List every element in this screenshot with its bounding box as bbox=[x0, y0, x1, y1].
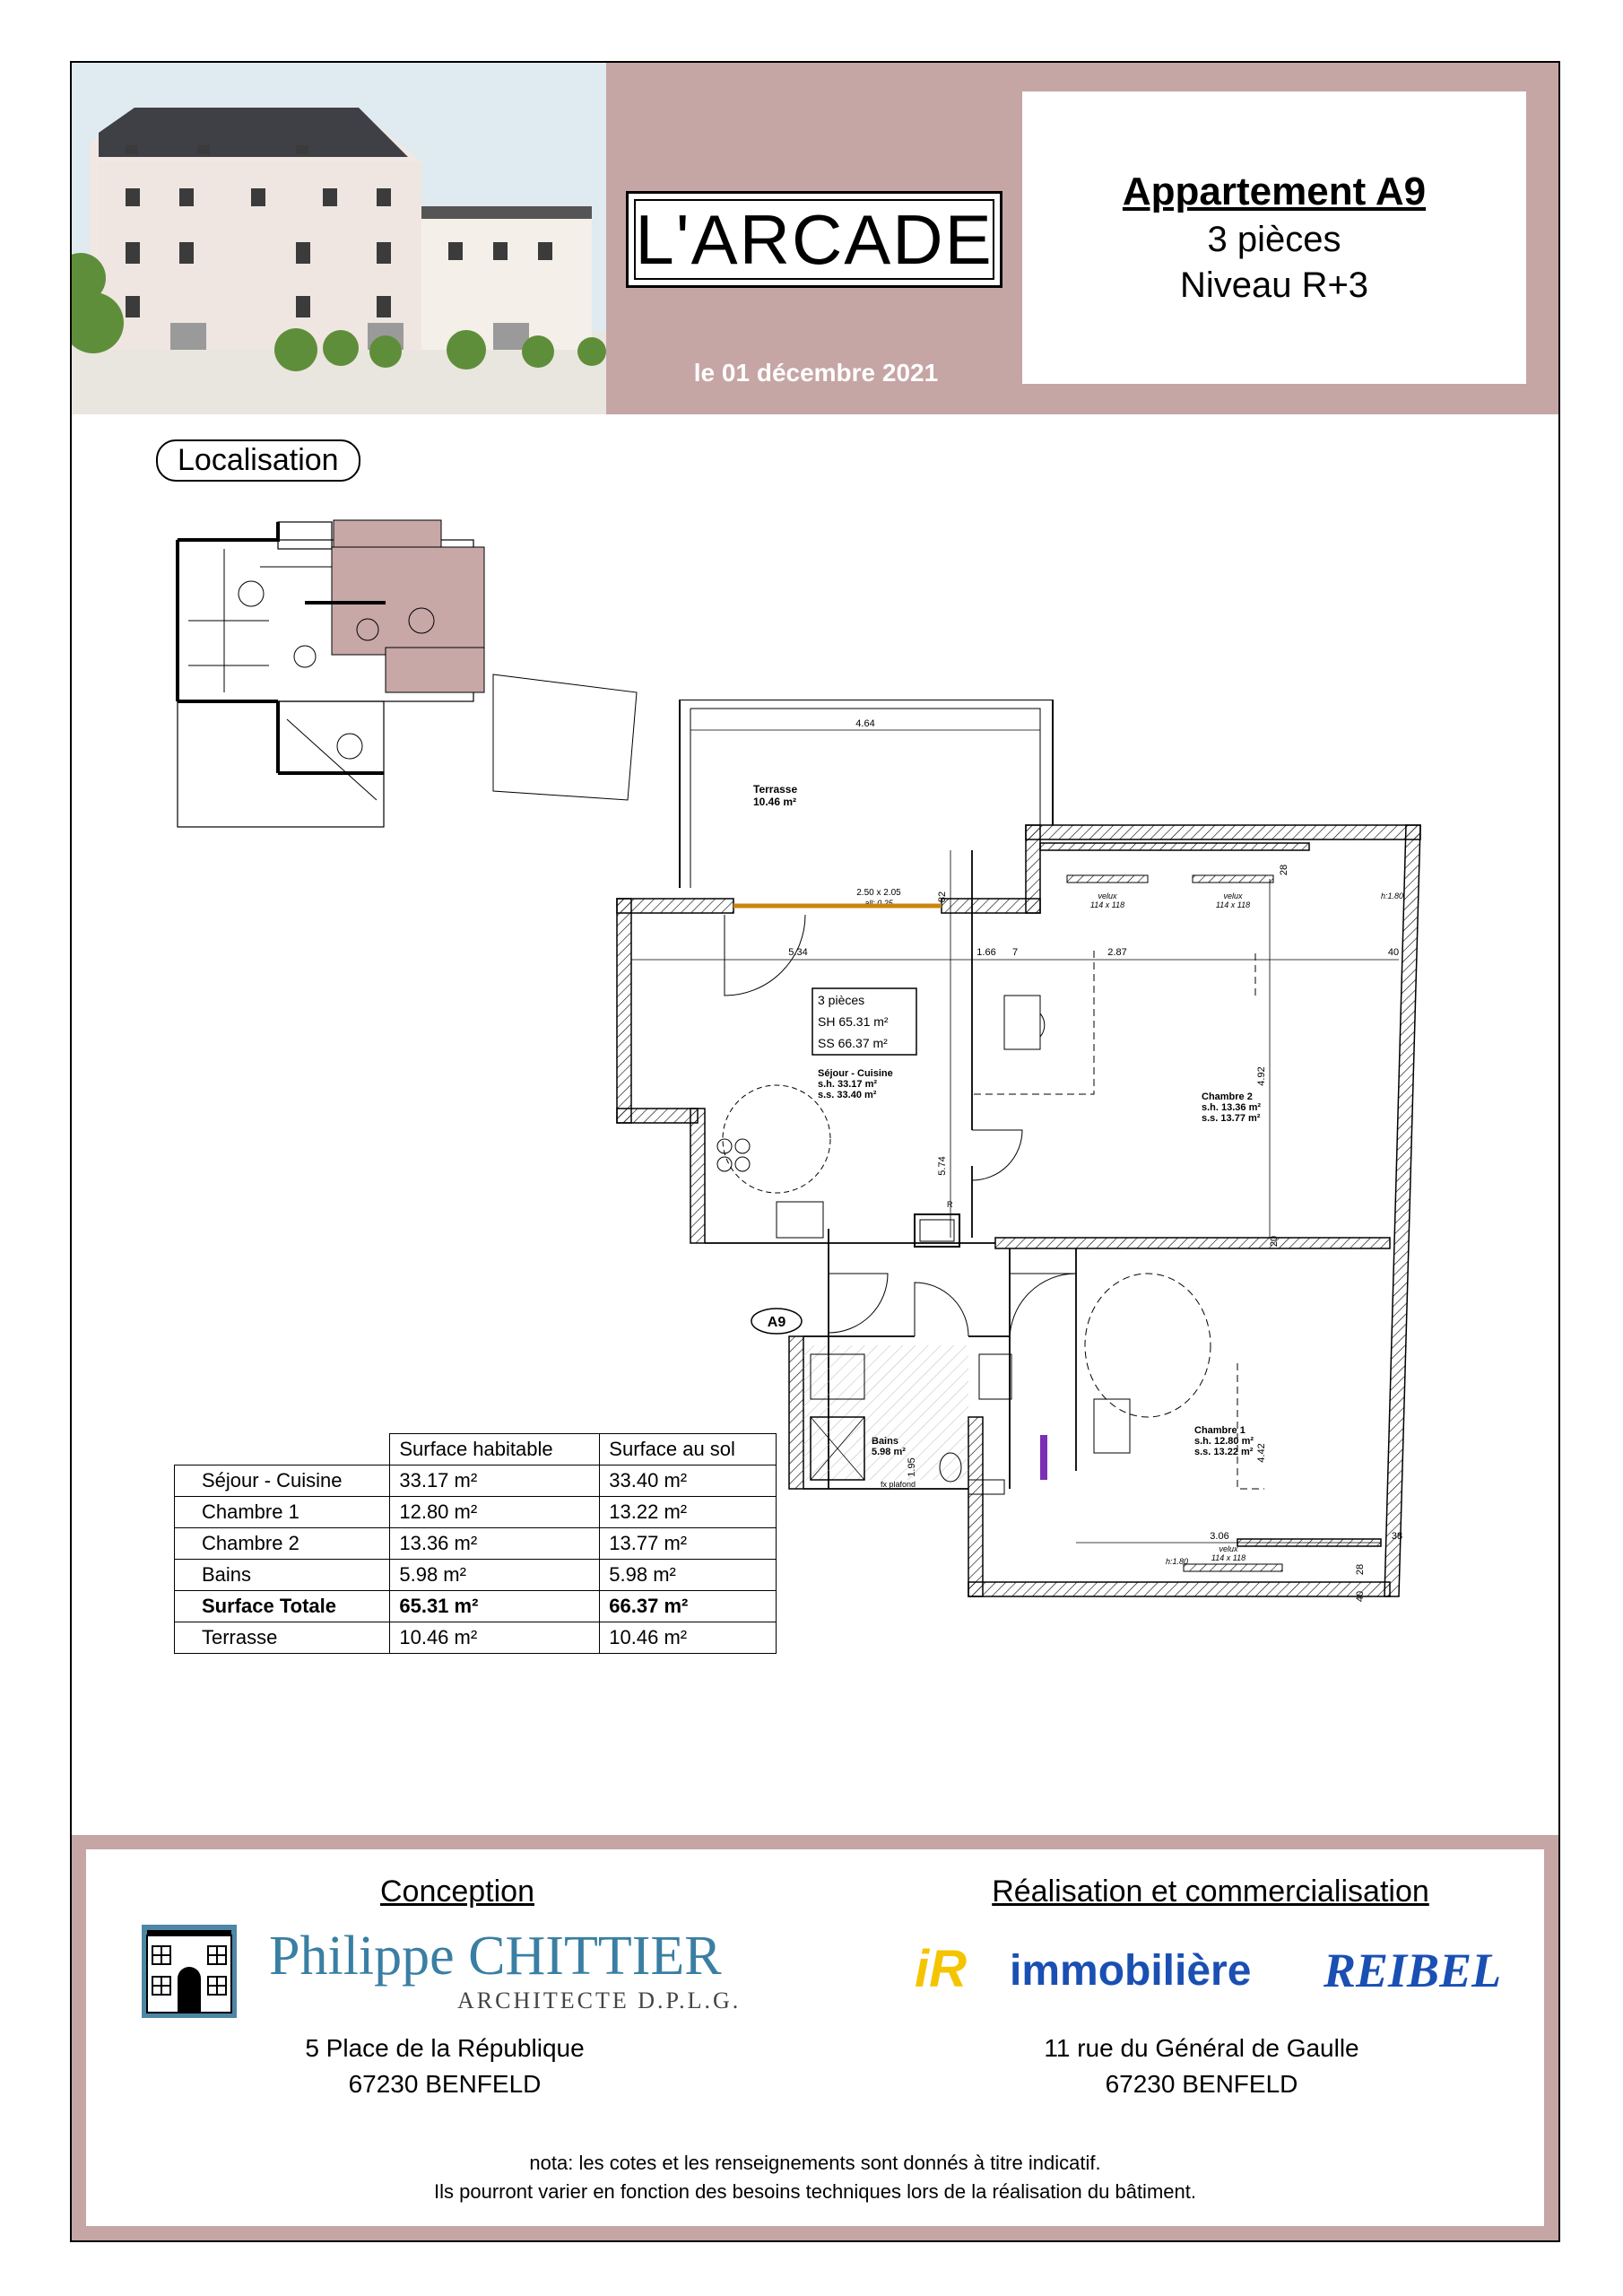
chittier-house-icon bbox=[142, 1925, 237, 2022]
velux-3-label: velux bbox=[1219, 1544, 1238, 1553]
dim-28-top: 28 bbox=[1279, 864, 1289, 876]
row-room: Surface Totale bbox=[175, 1591, 390, 1622]
table-header-row bbox=[175, 1434, 777, 1465]
h180-top: h:1.80 bbox=[1381, 891, 1404, 900]
velux-1-size: 114 x 118 bbox=[1089, 900, 1125, 909]
building-render-image bbox=[72, 63, 606, 414]
dim-38: 38 bbox=[1391, 1531, 1403, 1542]
reibel-brand-immobiliere: immobilière bbox=[1010, 1947, 1252, 1995]
row-habitable: 33.17 m² bbox=[390, 1465, 600, 1497]
table-row bbox=[175, 1497, 777, 1528]
dim-534: 5.34 bbox=[788, 947, 808, 958]
row-sol: 10.46 m² bbox=[600, 1622, 777, 1654]
terrace-width-dim: 4.64 bbox=[855, 718, 875, 729]
summary-box bbox=[812, 988, 916, 1055]
dim-442: 4.42 bbox=[1256, 1443, 1267, 1463]
left-address-line2: 67230 BENFELD bbox=[348, 2070, 542, 2098]
disclaimer-note bbox=[86, 2149, 1544, 2206]
table-row bbox=[175, 1465, 777, 1497]
document-date: le 01 décembre 2021 bbox=[693, 359, 939, 387]
row-room: Terrasse bbox=[175, 1622, 390, 1654]
terrace-label: Terrasse bbox=[753, 783, 798, 796]
apartment-level: Niveau R+3 bbox=[1179, 265, 1369, 305]
chambre1-label: Chambre 1 bbox=[1194, 1425, 1245, 1436]
row-room: Chambre 2 bbox=[175, 1528, 390, 1560]
realisation-title: Réalisation et commercialisation bbox=[992, 1874, 1429, 1909]
disclaimer-line1: nota: les cotes et les renseignements sont donnés à titre indicatif. bbox=[529, 2152, 1101, 2174]
chambre2-ss: s.s. 13.77 m² bbox=[1202, 1113, 1261, 1124]
apartment-title: Appartement A9 bbox=[1122, 170, 1427, 213]
row-habitable: 10.46 m² bbox=[390, 1622, 600, 1654]
terrace-area: 10.46 m² bbox=[753, 796, 797, 808]
disclaimer-line2: Ils pourront varier en fonction des besoins techniques lors de la réalisation du bâtiment. bbox=[434, 2180, 1196, 2203]
r-mark: R bbox=[947, 1200, 953, 1209]
table-row-total bbox=[175, 1591, 777, 1622]
row-sol: 66.37 m² bbox=[600, 1591, 777, 1622]
velux-1-label: velux bbox=[1098, 891, 1117, 900]
larcade-logo bbox=[626, 191, 1002, 288]
h180-bottom: h:1.80 bbox=[1166, 1557, 1189, 1566]
door-swings bbox=[725, 915, 1076, 1340]
dim-306: 3.06 bbox=[1210, 1531, 1229, 1542]
velux-3-size: 114 x 118 bbox=[1211, 1553, 1246, 1562]
reibel-ir-mark: iR bbox=[915, 1940, 967, 1998]
surface-table bbox=[174, 1433, 777, 1654]
row-sol: 13.77 m² bbox=[600, 1528, 777, 1560]
right-address-line1: 11 rue du Général de Gaulle bbox=[1044, 2034, 1359, 2062]
table-header-habitable: Surface habitable bbox=[390, 1434, 600, 1465]
velux-2-label: velux bbox=[1223, 891, 1243, 900]
left-address-line1: 5 Place de la République bbox=[305, 2034, 585, 2062]
row-habitable: 5.98 m² bbox=[390, 1560, 600, 1591]
velux-windows bbox=[1067, 875, 1282, 1571]
dim-7: 7 bbox=[1011, 947, 1019, 958]
table-row bbox=[175, 1622, 777, 1654]
bay-dimension: 2.50 x 2.05 bbox=[856, 888, 901, 898]
row-room: Bains bbox=[175, 1560, 390, 1591]
unit-tag-text: A9 bbox=[767, 1315, 786, 1330]
dim-287: 2.87 bbox=[1107, 947, 1127, 958]
conception-title: Conception bbox=[379, 1874, 534, 1909]
table-row bbox=[175, 1560, 777, 1591]
reibel-brand-name: REIBEL bbox=[1324, 1944, 1502, 1997]
row-sol: 13.22 m² bbox=[600, 1497, 777, 1528]
summary-sh: SH 65.31 m² bbox=[818, 1014, 889, 1029]
sejour-label: Séjour - Cuisine bbox=[818, 1068, 893, 1079]
chambre2-sh: s.h. 13.36 m² bbox=[1202, 1102, 1262, 1113]
chittier-brand-sub: ARCHITECTE D.P.L.G. bbox=[457, 1987, 742, 2013]
summary-rooms: 3 pièces bbox=[818, 993, 865, 1007]
bay-allege: all: 0.25 bbox=[864, 899, 893, 908]
bathroom bbox=[803, 1345, 1047, 1494]
larcade-logo-text: L'ARCADE bbox=[635, 199, 994, 279]
sejour-sh: s.h. 33.17 m² bbox=[818, 1079, 878, 1090]
row-habitable: 13.36 m² bbox=[390, 1528, 600, 1560]
table-header-empty bbox=[175, 1434, 390, 1465]
row-sol: 5.98 m² bbox=[600, 1560, 777, 1591]
dim-20: 20 bbox=[1269, 1235, 1280, 1248]
chambre1-ss: s.s. 13.22 m² bbox=[1194, 1447, 1254, 1457]
row-sol: 33.40 m² bbox=[600, 1465, 777, 1497]
chittier-brand: Philippe CHITTIER bbox=[269, 1926, 722, 1987]
dim-40: 40 bbox=[1387, 947, 1400, 958]
localisation-label: Localisation bbox=[156, 439, 360, 482]
dim-40-bottom: 40 bbox=[1355, 1590, 1366, 1603]
dim-492: 4.92 bbox=[1256, 1066, 1267, 1086]
dim-28-bottom: 28 bbox=[1355, 1563, 1366, 1576]
unit-tag bbox=[751, 1309, 802, 1334]
apartment-info-box bbox=[1022, 91, 1526, 384]
velux-2-size: 114 x 118 bbox=[1215, 900, 1251, 909]
summary-ss: SS 66.37 m² bbox=[818, 1036, 888, 1050]
location-mini-plan bbox=[170, 513, 647, 836]
row-room: Chambre 1 bbox=[175, 1497, 390, 1528]
apartment-rooms: 3 pièces bbox=[1207, 220, 1341, 259]
row-habitable: 12.80 m² bbox=[390, 1497, 600, 1528]
right-address-line2: 67230 BENFELD bbox=[1105, 2070, 1298, 2098]
dim-574: 5.74 bbox=[937, 1156, 948, 1176]
table-header-sol: Surface au sol bbox=[600, 1434, 777, 1465]
fx-plafond: fx plafond bbox=[881, 1480, 916, 1489]
dim-166: 1.66 bbox=[976, 947, 996, 958]
row-room: Séjour - Cuisine bbox=[175, 1465, 390, 1497]
table-row bbox=[175, 1528, 777, 1560]
dim-82: 82 bbox=[937, 891, 948, 903]
terrace-area bbox=[680, 700, 1053, 908]
chambre2-label: Chambre 2 bbox=[1202, 1091, 1253, 1102]
sejour-ss: s.s. 33.40 m² bbox=[818, 1090, 877, 1100]
row-habitable: 65.31 m² bbox=[390, 1591, 600, 1622]
chambre1-sh: s.h. 12.80 m² bbox=[1194, 1436, 1254, 1447]
